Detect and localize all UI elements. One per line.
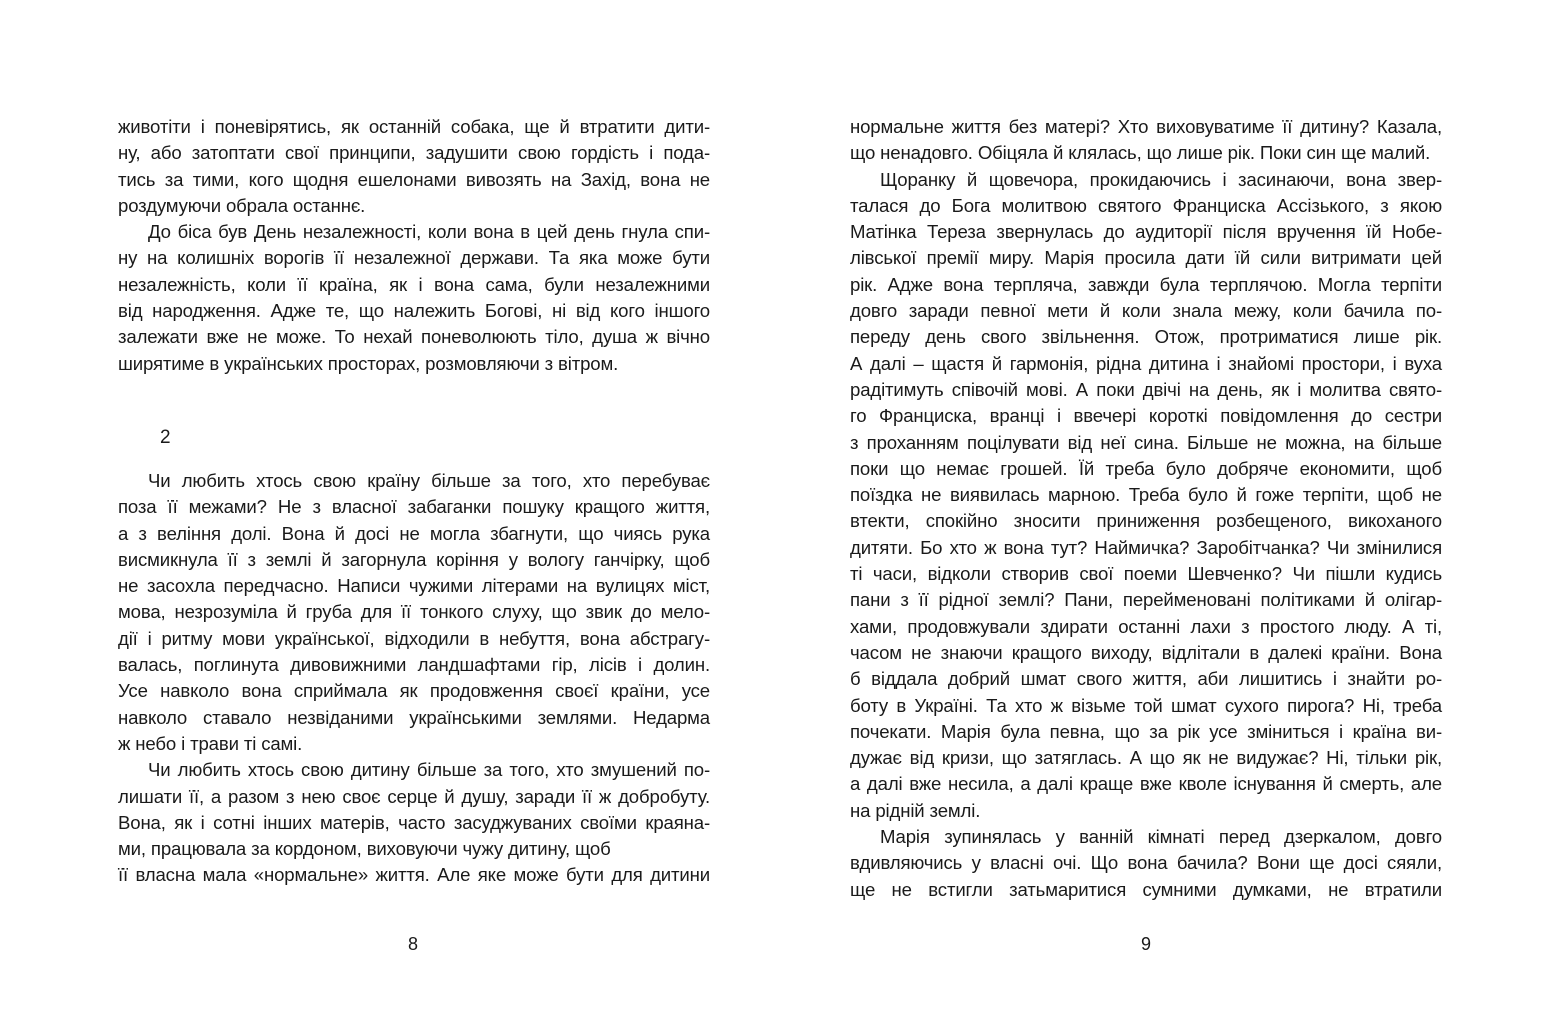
text-line: радітимуть співочій мові. А поки двічі на день, як і молитва свято- — [850, 378, 1442, 400]
text-line: тись за тими, кого щодня ешелонами вивозять на Захід, вона не — [118, 168, 710, 190]
text-line: що ненадовго. Обіцяла й клялась, що лише рік. Поки син ще малий. — [850, 142, 1431, 164]
text-line: талася до Бога молитвою святого Франциска Ассізького, з якою — [850, 194, 1442, 216]
text-line: Чи любить хтось свою країну більше за того, хто перебуває — [148, 470, 710, 491]
text-line: А далі – щастя й гармонія, рідна дитина і знайомі простори, і вуха — [850, 352, 1442, 374]
text-line: поїздка не виявилась марною. Треба було й гоже терпіти, щоб не — [850, 484, 1442, 506]
text-line: рік. Адже вона терпляча, завжди була терплячою. Могла терпіти — [850, 273, 1442, 295]
text-line: почекати. Марія була певна, що за рік усе зміниться і країна ви- — [850, 720, 1442, 742]
text-line: поза її межами? Не з власної забаганки пошуку кращого життя, — [118, 496, 710, 518]
text-line: До біса був День незалежності, коли вона в цей день гнула спи- — [148, 221, 710, 243]
text-line: втекти, спокійно зносити приниження розбещеного, викоханого — [850, 510, 1442, 532]
text-line: лишати її, а разом з нею своє серце й душу, заради її ж добробуту. — [118, 785, 710, 807]
text-line: незалежність, коли її країна, як і вона сама, були незалежними — [118, 273, 710, 295]
text-line: її власна мала «нормальне» життя. Але яке може бути для дитини — [118, 864, 710, 886]
text-line: ми, працювала за кордоном, виховуючи чужу дитину, щоб — [118, 838, 611, 860]
text-line: ну, або затоптати свої принципи, задушити свою гордість і пода- — [118, 142, 710, 164]
text-line: довго заради певної мети й коли знала межу, коли бачила по- — [850, 300, 1442, 322]
text-line: поки що немає грошей. Їй треба було добряче економити, щоб — [850, 457, 1442, 479]
chapter-number: 2 — [160, 427, 171, 448]
right-page — [780, 0, 1559, 1028]
text-line: не засохла передчасно. Написи чужими літерами на вулицях міст, — [118, 575, 710, 597]
text-line: а далі вже несила, а далі краще вже кволе існування й смерть, але — [850, 773, 1442, 795]
text-line: Усе навколо вона сприймала як продовження своєї країни, усе — [118, 680, 710, 702]
text-line: Чи любить хтось свою дитину більше за того, хто змушений по- — [148, 759, 710, 781]
text-line: боту в Україні. Та хто ж візьме той шмат сухого пирога? Ні, треба — [850, 694, 1442, 716]
text-line: мова, незрозуміла й груба для її тонкого слуху, що звик до мело- — [118, 601, 710, 623]
text-line: Вона, як і сотні інших матерів, часто засуджуваних своїми краяна- — [118, 811, 710, 833]
text-line: ну на колишніх ворогів її незалежної держави. Та яка може бути — [118, 247, 710, 269]
text-line: Щоранку й щовечора, прокидаючись і засинаючи, вона звер- — [880, 168, 1442, 190]
text-line: Марія зупинялась у ванній кімнаті перед дзеркалом, довго — [880, 826, 1442, 848]
text-line: роздумуючи обрала останнє. — [118, 194, 366, 216]
text-line: висмикнула її з землі й загорнула коріння у вологу ганчірку, щоб — [118, 548, 710, 570]
text-line: б віддала добрий шмат свого життя, аби лишитись і знайти ро- — [850, 668, 1442, 690]
text-line: від народження. Адже те, що належить Богові, ні від кого іншого — [118, 300, 710, 322]
text-line: лівської премії миру. Марія просила дати їй сили витримати цей — [850, 247, 1442, 269]
text-line: на рідній землі. — [850, 799, 981, 821]
text-line: нормальне життя без матері? Хто виховуватиме її дитину? Казала, — [850, 116, 1442, 137]
text-line: пани з її рідної землі? Пани, перейменовані політиками й олігар- — [850, 589, 1442, 611]
text-line: го Франциска, вранці і ввечері короткі повідомлення до сестри — [850, 405, 1442, 427]
text-line: часом не знаючи кращого виходу, відлітали в далекі країни. Вона — [850, 641, 1442, 663]
text-line: хами, продовжували здирати останні лахи з простого люду. А ті, — [850, 615, 1442, 637]
text-line: вдивляючись у власні очі. Що вона бачила? Вони ще досі сяяли, — [850, 852, 1442, 874]
text-line: переду день свого звільнення. Отож, протриматися лише рік. — [850, 326, 1442, 348]
text-line: животіти і поневірятись, як останній собака, ще й втратити дити- — [118, 116, 710, 137]
page-number: 8 — [407, 934, 418, 954]
text-line: з проханням поцілувати від неї сина. Більше не можна, на більше — [850, 431, 1442, 453]
page-number: 9 — [1140, 934, 1151, 954]
text-line: дії і ритму мови української, відходили в небуття, вона абстрагу- — [118, 627, 710, 649]
text-line: Матінка Тереза звернулась до аудиторії після вручення їй Нобе- — [850, 221, 1442, 243]
text-line: дитяти. Бо хто ж вона тут? Наймичка? Заробітчанка? Чи змінилися — [850, 536, 1442, 558]
text-line: ж небо і трави ті самі. — [118, 732, 303, 754]
left-text-block-2 — [118, 468, 710, 889]
text-line: навколо ставало незвіданими українськими землями. Недарма — [118, 706, 710, 728]
text-line: залежати вже не може. То нехай поневолюють тіло, душа ж вічно — [118, 326, 710, 348]
text-line: дужає від кризи, що затяглась. А що як не видужає? Ні, тільки рік, — [850, 747, 1442, 769]
text-line: ті часи, відколи створив свої поеми Шевченко? Чи пішли кудись — [850, 563, 1442, 585]
text-line: валась, поглинута дивовижними ландшафтами гір, лісів і долин. — [118, 654, 710, 676]
right-text-block — [850, 114, 1442, 903]
left-text-block-1 — [118, 114, 710, 377]
text-line: а з веління долі. Вона й досі не могла збагнути, що чиясь рука — [118, 522, 710, 544]
text-line: ширятиме в українських просторах, розмовляючи з вітром. — [118, 352, 619, 374]
text-line: ще не встигли затьмаритися сумними думками, не втратили — [850, 878, 1442, 900]
